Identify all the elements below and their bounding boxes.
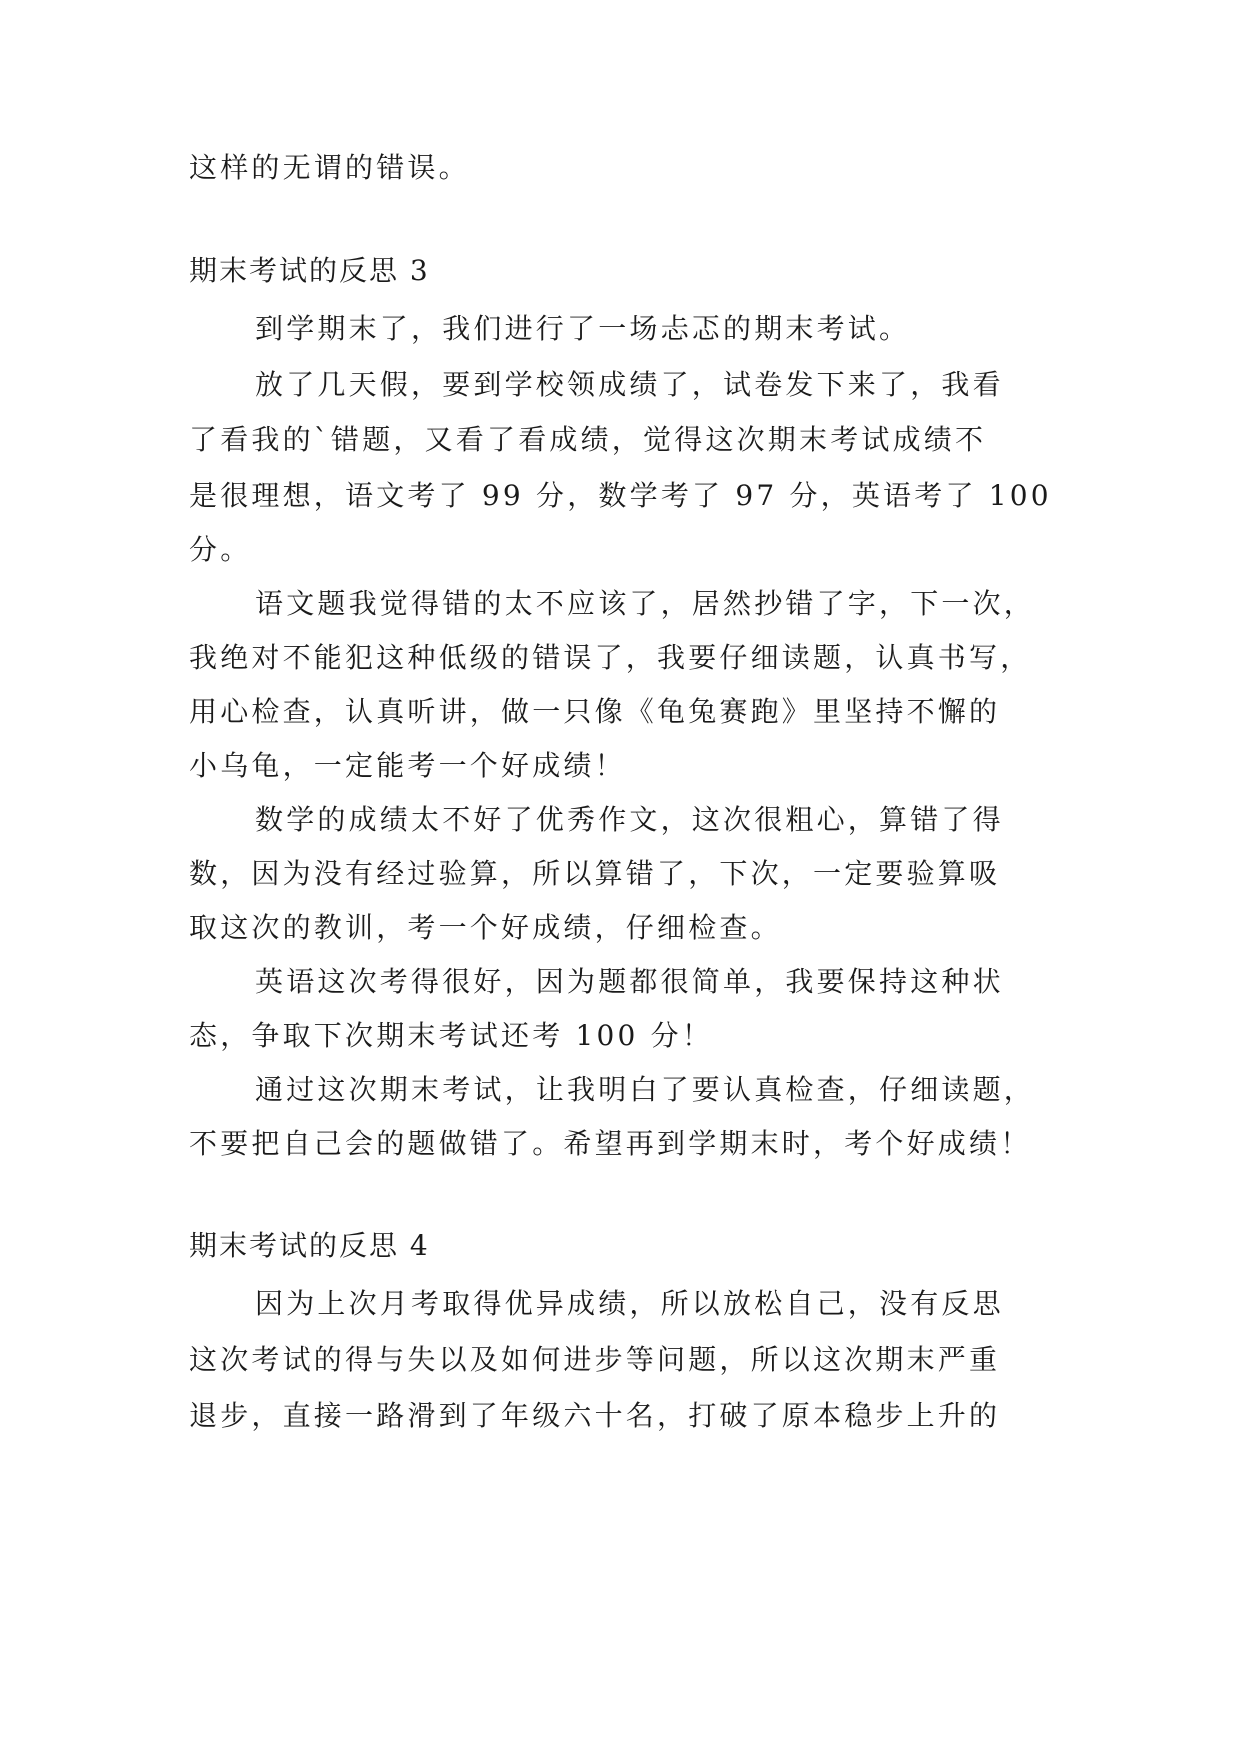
section-3-line: 用心检查，认真听讲，做一只像《龟兔赛跑》里坚持不懈的 (189, 695, 1001, 728)
section-3-line: 数学的成绩太不好了优秀作文，这次很粗心，算错了得 (255, 803, 1004, 836)
section-3-line: 不要把自己会的题做错了。希望再到学期末时，考个好成绩！ (189, 1127, 1032, 1160)
section-3-line: 英语这次考得很好，因为题都很简单，我要保持这种状 (255, 965, 1004, 998)
section-3-line: 了看我的`错题，又看了看成绩，觉得这次期末考试成绩不 (189, 423, 987, 456)
section-3-line: 我绝对不能犯这种低级的错误了，我要仔细读题，认真书写， (189, 641, 1032, 674)
section-3-line: 放了几天假，要到学校领成绩了，试卷发下来了，我看 (255, 368, 1004, 401)
section-3-line: 语文题我觉得错的太不应该了，居然抄错了字，下一次， (255, 587, 1036, 620)
section-3-line: 取这次的教训，考一个好成绩，仔细检查。 (189, 911, 782, 944)
section-3-line: 到学期末了，我们进行了一场忐忑的期末考试。 (255, 312, 911, 345)
section-3-line: 小乌龟，一定能考一个好成绩！ (189, 749, 626, 782)
section-3-line: 是很理想，语文考了 99 分，数学考了 97 分，英语考了 100 (189, 479, 1052, 512)
section-3-line: 分。 (189, 533, 252, 566)
section-3-line: 态，争取下次期末考试还考 100 分！ (189, 1019, 714, 1052)
section-4-title: 期末考试的反思 4 (189, 1229, 430, 1262)
section-3-line: 通过这次期末考试，让我明白了要认真检查，仔细读题， (255, 1073, 1036, 1106)
paragraph-continuation: 这样的无谓的错误。 (189, 151, 470, 184)
section-3-title: 期末考试的反思 3 (189, 254, 430, 287)
section-4-line: 这次考试的得与失以及如何进步等问题，所以这次期末严重 (189, 1343, 1001, 1376)
section-3-line: 数，因为没有经过验算，所以算错了，下次，一定要验算吸 (189, 857, 1001, 890)
section-4-line: 退步，直接一路滑到了年级六十名，打破了原本稳步上升的 (189, 1399, 1001, 1432)
section-4-line: 因为上次月考取得优异成绩，所以放松自己，没有反思 (255, 1287, 1004, 1320)
